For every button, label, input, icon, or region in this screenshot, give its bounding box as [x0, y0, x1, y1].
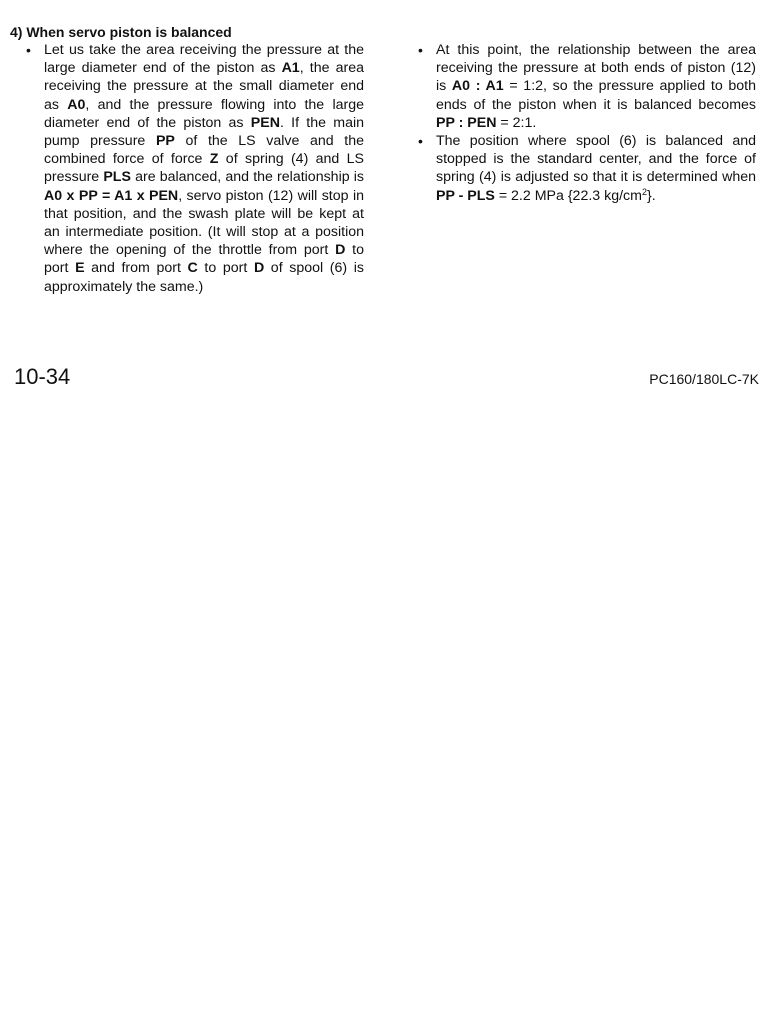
term-a0: A0 — [67, 96, 86, 113]
model-number: PC160/180LC-7K — [649, 371, 759, 387]
left-column — [26, 41, 364, 296]
bullet-text — [436, 132, 756, 205]
bullet-item-area-ratio — [418, 41, 756, 132]
page-number: 10-34 — [14, 364, 71, 389]
bullet-icon: • — [418, 42, 423, 58]
text-segment: to port — [197, 260, 254, 277]
bullet-icon: • — [26, 42, 31, 58]
term-pen: PEN — [250, 114, 280, 131]
term-a1: A1 — [281, 60, 300, 77]
bullet-item-balance-relationship — [26, 41, 364, 296]
text-segment: At this point, the relationship between the area receiving the pressure at both ends of piston (12) is — [436, 42, 756, 95]
superscript: 2 — [641, 186, 647, 197]
text-segment: to port — [44, 242, 364, 277]
text-segment: Let us take the area receiving the pressure at the large diameter end of the piston as — [44, 42, 364, 77]
text-segment: = 1:2, so the pressure applied to both ends of the piston when it is balanced becomes — [436, 78, 757, 113]
term-z: Z — [209, 151, 219, 168]
term-port-d: D — [253, 260, 265, 277]
text-segment: . If the main pump pressure — [44, 114, 365, 150]
right-column — [418, 41, 756, 205]
term-equation: A0 x PP = A1 x PEN — [44, 187, 179, 204]
text-segment: of spring (4) and LS pressure — [44, 151, 365, 186]
text-segment: of the LS valve and the combined force of force — [44, 133, 365, 168]
text-segment: = 2:1. — [496, 114, 537, 131]
text-segment: , servo piston (12) will stop in that position, and the swash plate will be kept at an intermediate position. (It will stop at a position where the opening of the throttle from port — [44, 187, 364, 259]
text-segment: of spool (6) is approximately the same.) — [44, 260, 365, 295]
term-differential-pressure: PP - PLS — [436, 187, 495, 204]
term-pp: PP — [155, 133, 175, 150]
term-port-d: D — [335, 242, 346, 259]
text-segment: }. — [646, 187, 656, 204]
text-segment: = 2.2 MPa {22.3 kg/cm — [494, 187, 642, 204]
term-port-c: C — [187, 260, 198, 277]
bullet-text — [436, 41, 756, 132]
bullet-item-standard-center — [418, 132, 756, 205]
section-heading: 4) When servo piston is balanced — [10, 24, 232, 40]
term-pressure-ratio: PP : PEN — [436, 114, 497, 131]
text-segment: are balanced, and the relationship is — [130, 169, 364, 186]
term-area-ratio: A0 : A1 — [451, 78, 504, 95]
text-segment: , the area receiving the pressure at the small diameter end as — [44, 60, 364, 113]
bullet-icon: • — [418, 133, 423, 150]
bullet-text — [44, 41, 364, 296]
text-segment: , and the pressure flowing into the large diameter end of the piston as — [44, 96, 364, 131]
term-pls: PLS — [103, 169, 131, 186]
text-segment: and from port — [84, 260, 188, 277]
text-segment: The position where spool (6) is balanced and stopped is the standard center, and the force of spring (4) is adjusted so that it is determined when — [436, 133, 756, 186]
term-port-e: E — [75, 260, 85, 277]
